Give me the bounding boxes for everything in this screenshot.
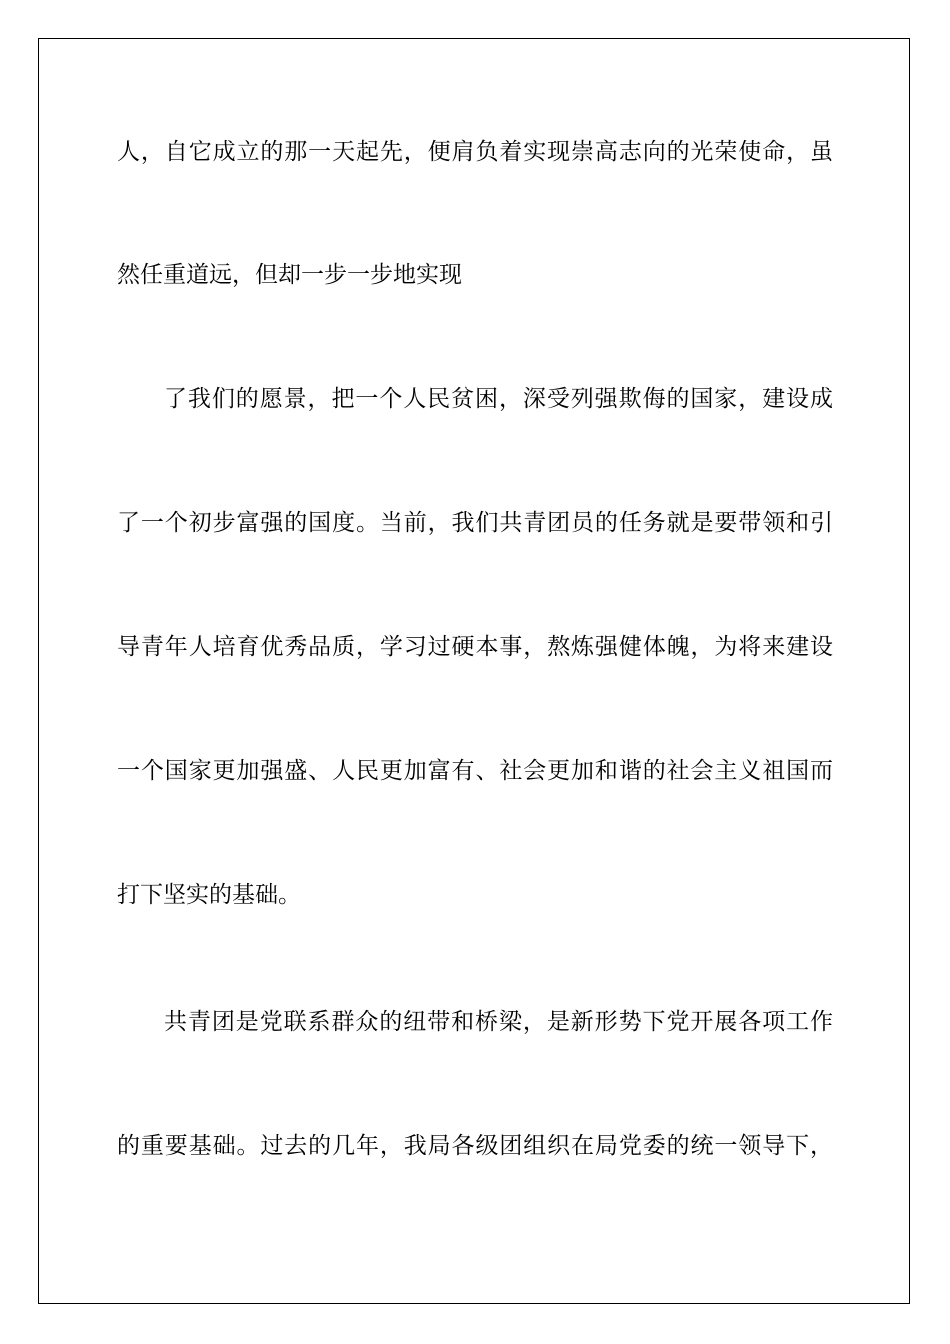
text-line-6: 一个国家更加强盛、人民更加富有、社会更加和谐的社会主义祖国而 <box>117 758 833 784</box>
text-line-4: 了一个初步富强的国度。当前，我们共青团员的任务就是要带领和引 <box>117 510 833 536</box>
text-line-2: 然任重道远，但却一步一步地实现 <box>117 262 462 288</box>
page-border <box>38 38 910 1304</box>
text-line-1: 人，自它成立的那一天起先，便肩负着实现崇高志向的光荣使命，虽 <box>117 139 833 165</box>
text-line-3: 了我们的愿景，把一个人民贫困，深受列强欺侮的国家，建设成 <box>164 386 833 412</box>
text-line-9: 的重要基础。过去的几年，我局各级团组织在局党委的统一领导下， <box>117 1133 833 1159</box>
text-line-7: 打下坚实的基础。 <box>117 882 301 908</box>
text-line-5: 导青年人培育优秀品质，学习过硬本事，熬炼强健体魄，为将来建设 <box>117 634 833 660</box>
text-line-8: 共青团是党联系群众的纽带和桥梁，是新形势下党开展各项工作 <box>164 1009 833 1035</box>
